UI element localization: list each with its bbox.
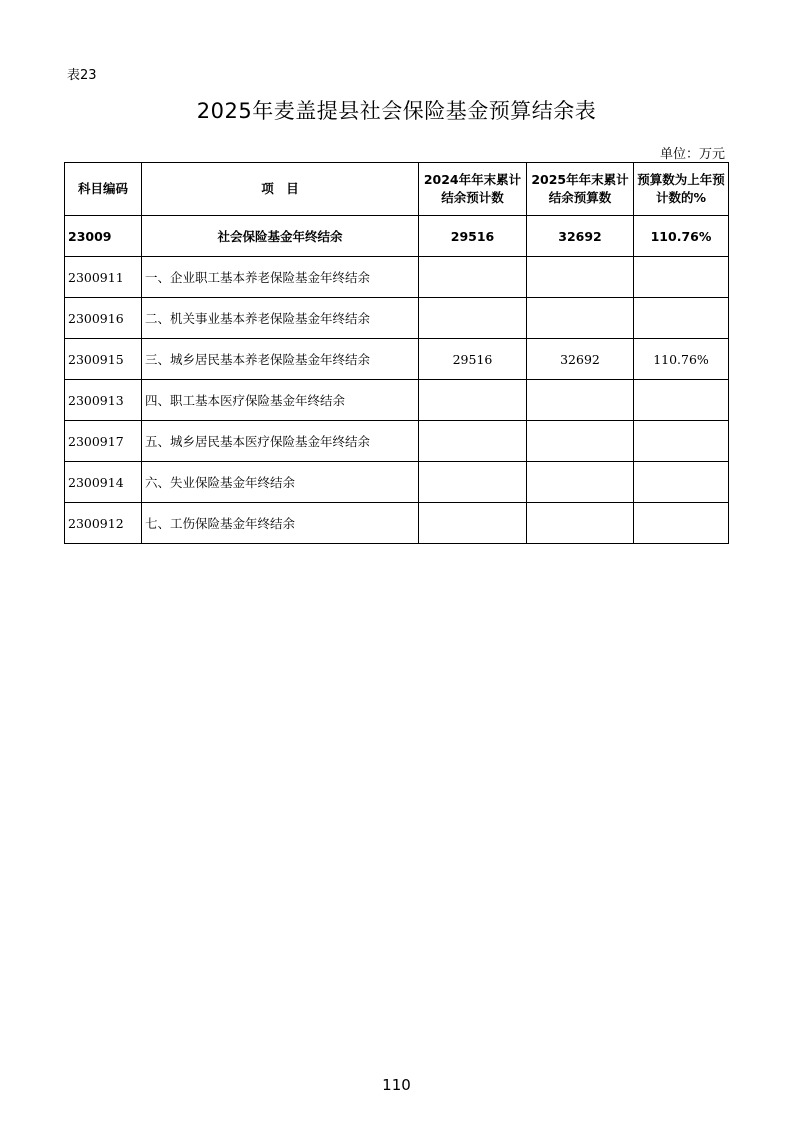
table-header-row	[65, 163, 729, 216]
row-budget	[527, 298, 634, 339]
row-prev-year	[419, 257, 527, 298]
table-row	[65, 380, 729, 421]
row-budget	[527, 462, 634, 503]
unit-label: 单位：万元	[659, 147, 725, 162]
row-code: 2300911	[65, 257, 142, 298]
row-prev-year	[419, 462, 527, 503]
row-budget	[527, 503, 634, 544]
row-prev-year	[419, 380, 527, 421]
row-item: 六、失业保险基金年终结余	[142, 462, 419, 503]
header-prev-year: 2024年年末累计结余预计数	[419, 163, 527, 216]
total-item: 社会保险基金年终结余	[142, 216, 419, 257]
header-item: 项 目	[142, 163, 419, 216]
table-row	[65, 339, 729, 380]
row-ratio	[634, 462, 729, 503]
total-budget: 32692	[527, 216, 634, 257]
row-ratio	[634, 298, 729, 339]
row-prev-year: 29516	[419, 339, 527, 380]
page-title: 2025年麦盖提县社会保险基金预算结余表	[196, 99, 597, 123]
row-code: 2300912	[65, 503, 142, 544]
row-item: 二、机关事业基本养老保险基金年终结余	[142, 298, 419, 339]
total-prev-year: 29516	[419, 216, 527, 257]
row-prev-year	[419, 298, 527, 339]
table-row	[65, 462, 729, 503]
total-code: 23009	[65, 216, 142, 257]
table-row	[65, 298, 729, 339]
row-budget	[527, 421, 634, 462]
row-item: 七、工伤保险基金年终结余	[142, 503, 419, 544]
header-budget: 2025年年末累计结余预算数	[527, 163, 634, 216]
header-ratio: 预算数为上年预计数的%	[634, 163, 729, 216]
total-ratio: 110.76%	[634, 216, 729, 257]
page-number: 110	[382, 1076, 411, 1094]
row-ratio	[634, 421, 729, 462]
table-row	[65, 503, 729, 544]
row-prev-year	[419, 503, 527, 544]
row-ratio	[634, 503, 729, 544]
total-row	[65, 216, 729, 257]
header-code: 科目编码	[65, 163, 142, 216]
row-item: 一、企业职工基本养老保险基金年终结余	[142, 257, 419, 298]
table-row	[65, 257, 729, 298]
row-ratio	[634, 257, 729, 298]
row-item: 五、城乡居民基本医疗保险基金年终结余	[142, 421, 419, 462]
row-code: 2300914	[65, 462, 142, 503]
budget-table	[64, 162, 729, 544]
row-code: 2300913	[65, 380, 142, 421]
row-budget: 32692	[527, 339, 634, 380]
row-item: 四、职工基本医疗保险基金年终结余	[142, 380, 419, 421]
row-prev-year	[419, 421, 527, 462]
row-code: 2300916	[65, 298, 142, 339]
row-budget	[527, 257, 634, 298]
row-ratio: 110.76%	[634, 339, 729, 380]
row-ratio	[634, 380, 729, 421]
table-row	[65, 421, 729, 462]
row-code: 2300915	[65, 339, 142, 380]
row-budget	[527, 380, 634, 421]
row-item: 三、城乡居民基本养老保险基金年终结余	[142, 339, 419, 380]
row-code: 2300917	[65, 421, 142, 462]
table-number: 表23	[67, 68, 97, 83]
